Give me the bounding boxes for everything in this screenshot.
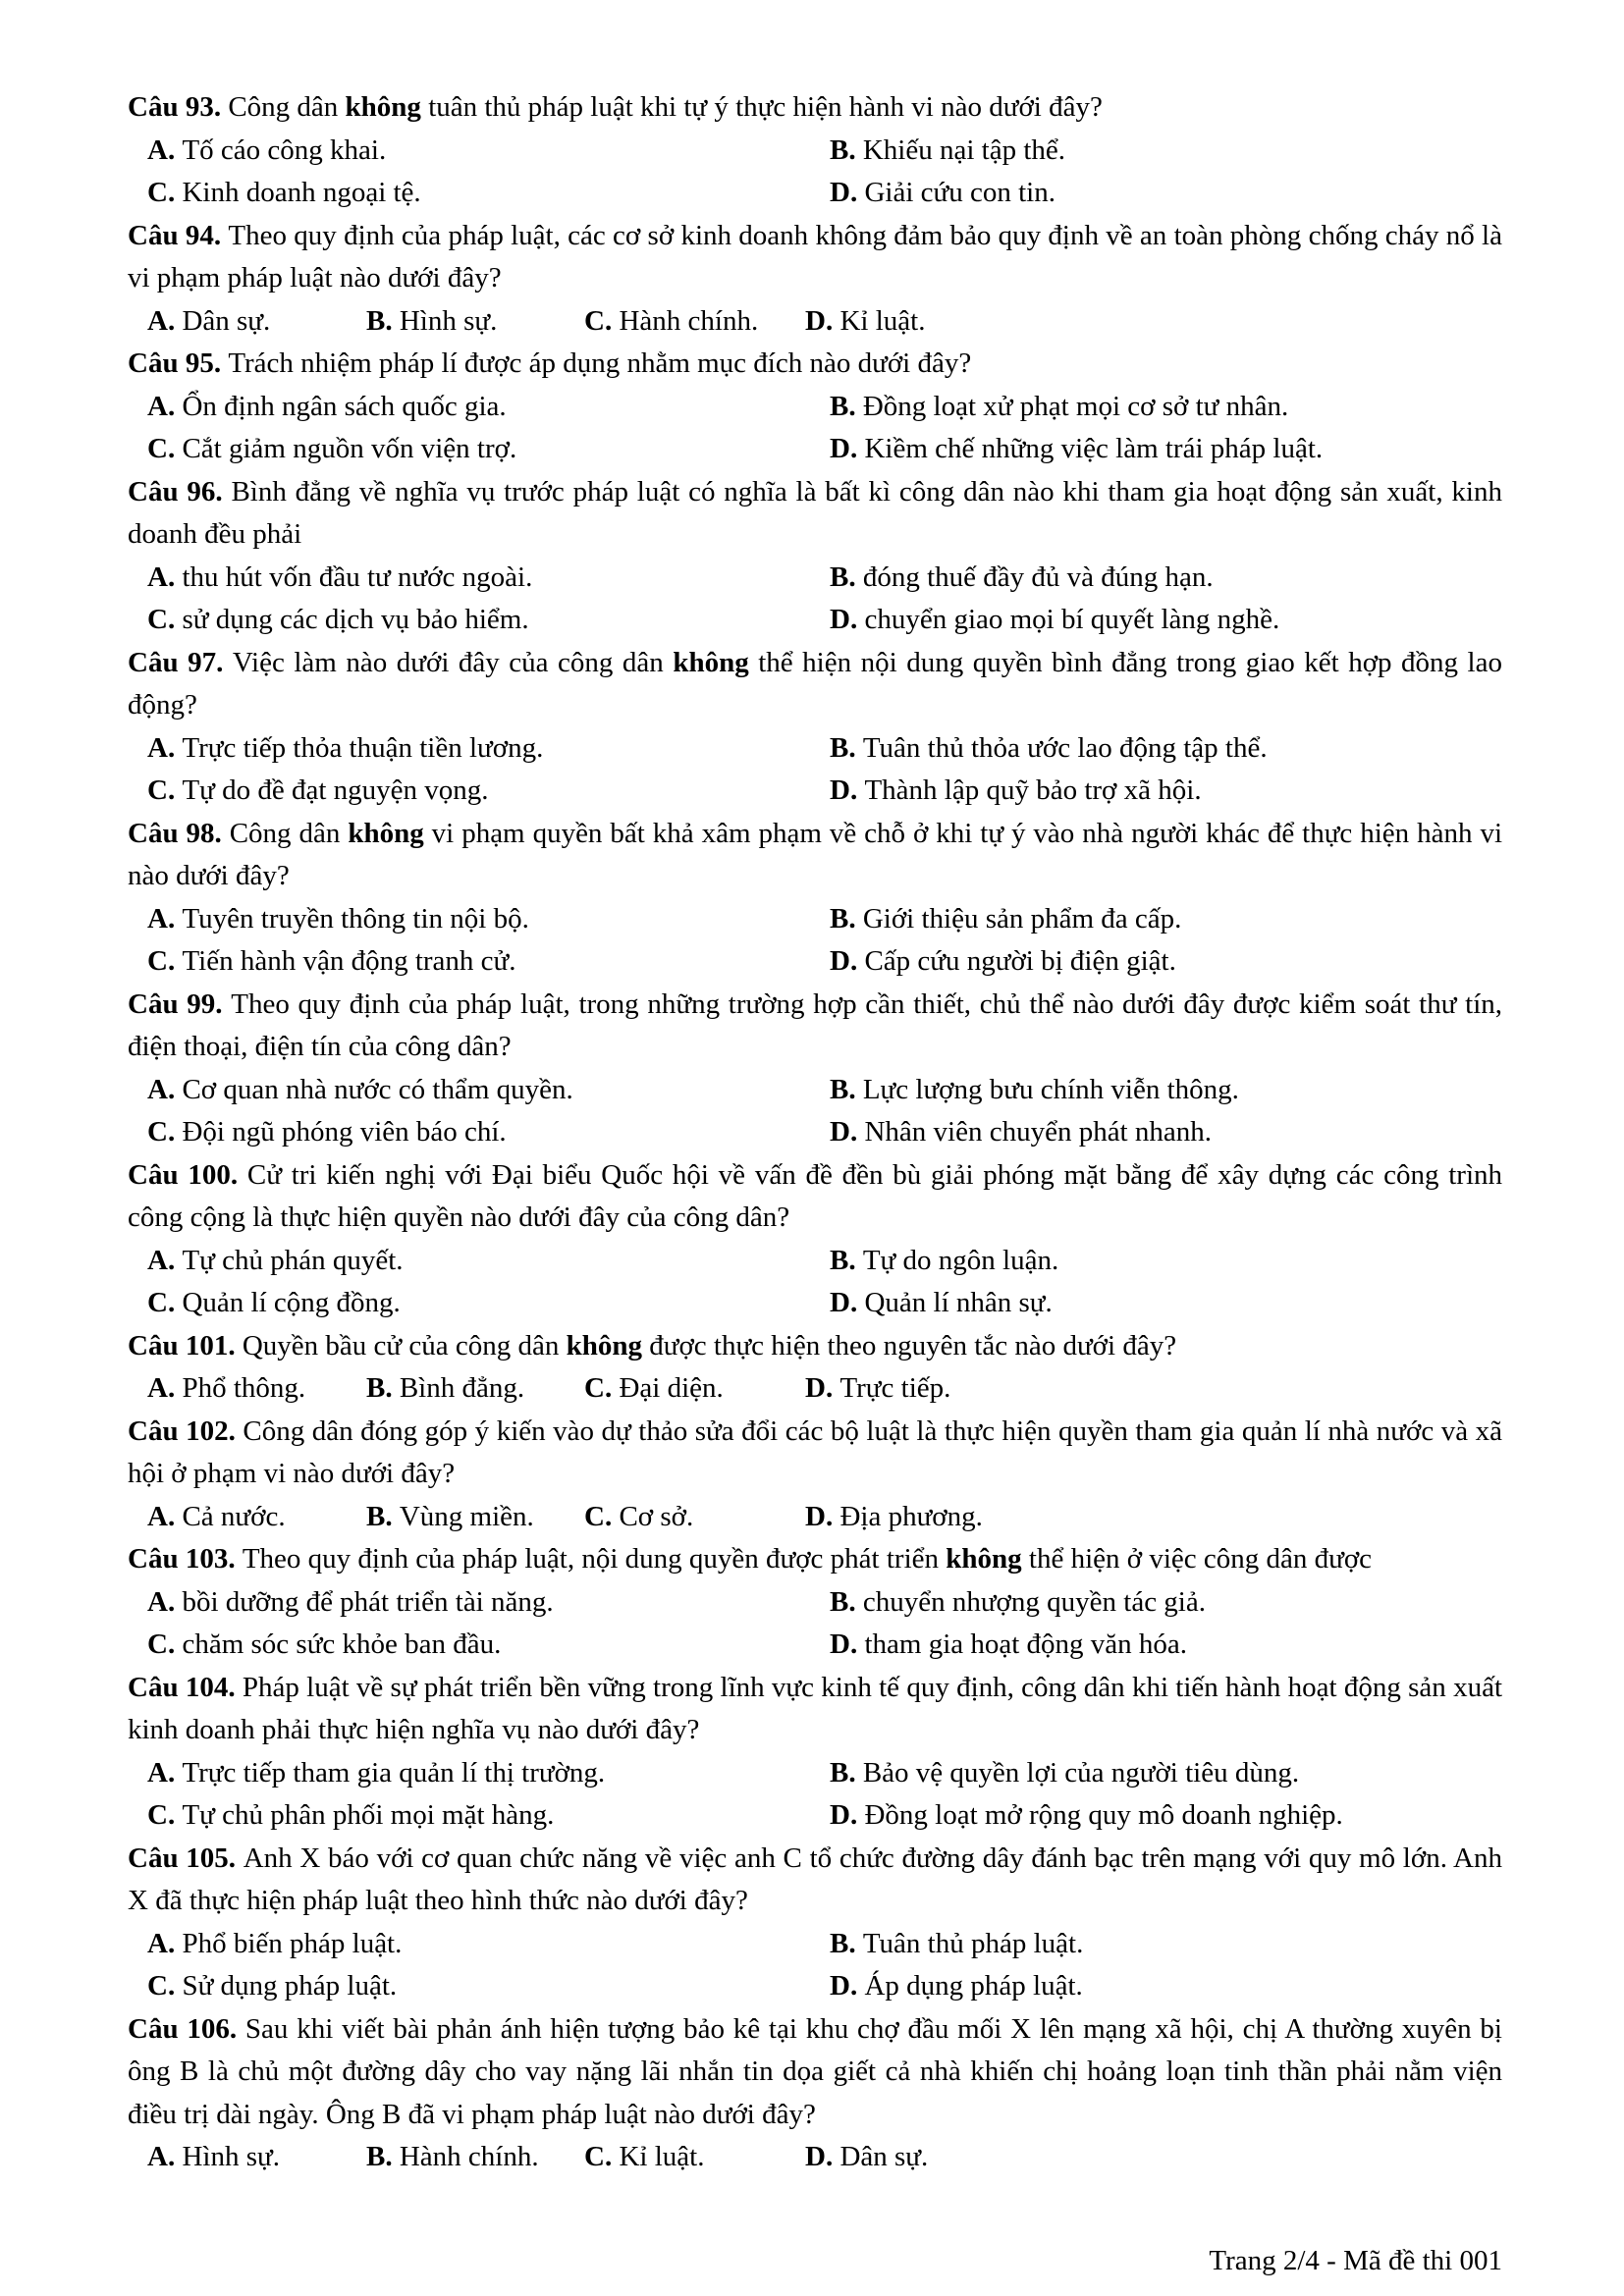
question	[128, 1154, 1502, 1325]
option	[830, 1282, 1502, 1325]
option	[147, 898, 830, 941]
option-grid	[128, 2136, 1502, 2179]
option-text: Kinh doanh ngoại tệ.	[182, 177, 421, 208]
question-text: Câu 98. Công dân không vi phạm quyền bất khả xâm phạm về chỗ ở khi tự ý vào nhà người khác để thực hiện hành vi nào dưới đây?	[128, 817, 1502, 891]
option-text: Tự do đề đạt nguyện vọng.	[182, 774, 489, 806]
option-letter: C.	[147, 1116, 183, 1148]
option-letter: B.	[830, 1244, 863, 1276]
option-letter: D.	[830, 1116, 865, 1148]
option-text: Hành chính.	[619, 304, 759, 337]
option-letter: A.	[147, 1073, 183, 1105]
option-letter: A.	[147, 2141, 183, 2172]
option-text: Tiến hành vận động tranh cử.	[182, 945, 516, 977]
option-text: Sử dụng pháp luật.	[182, 1970, 398, 2002]
option-text: thu hút vốn đầu tư nước ngoài.	[182, 561, 533, 593]
option-text: Đội ngũ phóng viên báo chí.	[182, 1116, 507, 1148]
question	[128, 1667, 1502, 1838]
option-letter: A.	[147, 1756, 183, 1789]
question	[128, 471, 1502, 642]
question-number: Câu 104.	[128, 1671, 243, 1703]
option-text: bồi dưỡng để phát triển tài năng.	[182, 1585, 554, 1618]
option	[830, 1965, 1502, 2008]
question-number: Câu 95.	[128, 347, 229, 379]
option	[805, 1496, 1502, 1539]
question	[128, 984, 1502, 1154]
option-letter: A.	[147, 1244, 183, 1276]
question-number: Câu 101.	[128, 1329, 243, 1362]
option-text: Phổ thông.	[182, 1372, 306, 1404]
option-letter: C.	[147, 177, 183, 208]
option-text: Tuyên truyền thông tin nội bộ.	[182, 902, 529, 934]
option	[147, 770, 830, 813]
option-letter: B.	[830, 1927, 863, 1959]
question-text: Câu 99. Theo quy định của pháp luật, trong những trường hợp cần thiết, chủ thể nào dưới đây được kiểm soát thư tín, điện thoại, điện tín của công dân?	[128, 988, 1502, 1062]
option-text: Tố cáo công khai.	[182, 133, 387, 166]
option-text: Ổn định ngân sách quốc gia.	[182, 390, 507, 422]
question	[128, 813, 1502, 984]
option-text: Kỉ luật.	[619, 2141, 705, 2172]
option-grid	[128, 1367, 1502, 1411]
option	[584, 1367, 805, 1411]
questions-list	[128, 86, 1502, 2179]
option-text: Đồng loạt xử phạt mọi cơ sở tư nhân.	[862, 390, 1289, 422]
option-letter: D.	[805, 304, 840, 337]
option-text: Kỉ luật.	[839, 304, 926, 337]
option	[147, 2136, 366, 2179]
option-letter: C.	[584, 1500, 620, 1532]
option-letter: B.	[830, 133, 863, 166]
option-text: Dân sự.	[182, 304, 271, 337]
option-text: Quản lí cộng đồng.	[182, 1287, 401, 1318]
option-letter: A.	[147, 1500, 183, 1532]
option-text: Giải cứu con tin.	[864, 177, 1056, 208]
option-text: Địa phương.	[839, 1500, 983, 1532]
option-text: Dân sự.	[839, 2141, 929, 2172]
question-text: Câu 100. Cử tri kiến nghị với Đại biểu Quốc hội về vấn đề đền bù giải phóng mặt bằng để xây dựng các công trình công cộng là thực hiện quyền nào dưới đây của công dân?	[128, 1158, 1503, 1233]
option-text: Trực tiếp.	[839, 1372, 951, 1404]
option	[830, 898, 1502, 941]
question-text: Câu 105. Anh X báo với cơ quan chức năng về việc anh C tổ chức đường dây đánh bạc trên mạng với quy mô lớn. Anh X đã thực hiện pháp luật theo hình thức nào dưới đây?	[128, 1842, 1502, 1916]
question	[128, 1325, 1502, 1411]
question-text: Câu 103. Theo quy định của pháp luật, nội dung quyền được phát triển không thể hiện ở việc công dân được	[128, 1543, 1373, 1575]
option-letter: C.	[147, 1287, 183, 1318]
option-text: Áp dụng pháp luật.	[864, 1970, 1083, 2002]
question-number: Câu 96.	[128, 475, 232, 507]
option	[147, 172, 830, 215]
option	[830, 1111, 1502, 1154]
option	[147, 557, 830, 600]
option-letter: C.	[584, 2141, 620, 2172]
option	[805, 2136, 1502, 2179]
question	[128, 642, 1502, 813]
option-letter: C.	[584, 304, 620, 337]
option-letter: C.	[147, 1799, 183, 1831]
option-letter: D.	[830, 177, 865, 208]
question	[128, 1538, 1502, 1667]
question-number: Câu 103.	[128, 1543, 243, 1575]
question-number: Câu 94.	[128, 219, 229, 251]
option	[830, 770, 1502, 813]
option-letter: C.	[147, 945, 183, 977]
option	[830, 428, 1502, 471]
option	[830, 940, 1502, 984]
option-text: Cơ quan nhà nước có thẩm quyền.	[182, 1073, 573, 1105]
question	[128, 1838, 1502, 2008]
option-text: Trực tiếp thỏa thuận tiền lương.	[182, 731, 544, 764]
option-text: Đồng loạt mở rộng quy mô doanh nghiệp.	[864, 1799, 1343, 1831]
option-text: Cắt giảm nguồn vốn viện trợ.	[182, 433, 517, 464]
option	[147, 1752, 830, 1795]
option-letter: B.	[830, 1756, 863, 1789]
option	[147, 1794, 830, 1838]
option-letter: C.	[584, 1372, 620, 1404]
option-letter: D.	[805, 1500, 840, 1532]
question-text: Câu 96. Bình đẳng về nghĩa vụ trước pháp luật có nghĩa là bất kì công dân nào khi tham gia hoạt động sản xuất, kinh doanh đều phải	[128, 475, 1502, 550]
option-text: Vùng miền.	[399, 1500, 534, 1532]
option	[147, 386, 830, 429]
option-text: tham gia hoạt động văn hóa.	[864, 1629, 1188, 1660]
option-grid	[128, 1240, 1502, 1325]
option-grid	[128, 557, 1502, 642]
page-footer: Trang 2/4 - Mã đề thi 001	[1209, 2245, 1502, 2276]
question-text: Câu 95. Trách nhiệm pháp lí được áp dụng nhằm mục đích nào dưới đây?	[128, 347, 972, 379]
option-text: Cả nước.	[182, 1500, 286, 1532]
option	[830, 130, 1502, 173]
option-letter: B.	[366, 2141, 400, 2172]
option-letter: B.	[366, 304, 400, 337]
question-text: Câu 93. Công dân không tuân thủ pháp luật khi tự ý thực hiện hành vi nào dưới đây?	[128, 91, 1103, 123]
option	[830, 1923, 1502, 1966]
option-grid	[128, 130, 1502, 215]
option-text: Hành chính.	[399, 2141, 539, 2172]
option-letter: A.	[147, 1927, 183, 1959]
question-number: Câu 97.	[128, 646, 233, 678]
question-text: Câu 102. Công dân đóng góp ý kiến vào dự thảo sửa đổi các bộ luật là thực hiện quyền tham gia quản lí nhà nước và xã hội ở phạm vi nào dưới đây?	[128, 1415, 1502, 1489]
option-letter: D.	[830, 774, 865, 806]
option-text: Hình sự.	[182, 2141, 280, 2172]
option-letter: D.	[830, 1629, 865, 1660]
option	[830, 727, 1502, 771]
option-text: Đại diện.	[619, 1372, 724, 1404]
option-letter: D.	[830, 1970, 865, 2002]
option	[830, 557, 1502, 600]
option-letter: D.	[805, 1372, 840, 1404]
option	[366, 1496, 584, 1539]
question-number: Câu 105.	[128, 1842, 244, 1874]
option-text: Lực lượng bưu chính viễn thông.	[862, 1073, 1239, 1105]
option-text: sử dụng các dịch vụ bảo hiểm.	[182, 604, 529, 635]
option-grid	[128, 1923, 1502, 2008]
option-text: đóng thuế đầy đủ và đúng hạn.	[862, 561, 1214, 593]
option	[830, 1794, 1502, 1838]
option	[366, 2136, 584, 2179]
option	[147, 1069, 830, 1112]
question-number: Câu 99.	[128, 988, 232, 1020]
option-letter: D.	[830, 1287, 865, 1318]
question-text: Câu 104. Pháp luật về sự phát triển bền vững trong lĩnh vực kinh tế quy định, công dân khi tiến hành hoạt động sản xuất kinh doanh phải thực hiện nghĩa vụ nào dưới đây?	[128, 1671, 1503, 1745]
option	[830, 1624, 1502, 1667]
option-text: Tuân thủ thỏa ước lao động tập thể.	[862, 731, 1268, 764]
option	[830, 1581, 1502, 1625]
option-text: Phổ biến pháp luật.	[182, 1927, 403, 1959]
option-text: Bình đẳng.	[399, 1372, 525, 1404]
option-text: Tự chủ phán quyết.	[182, 1244, 404, 1276]
question-number: Câu 98.	[128, 817, 230, 849]
option-text: Thành lập quỹ bảo trợ xã hội.	[864, 774, 1202, 806]
option-grid	[128, 898, 1502, 984]
exam-page	[128, 86, 1502, 2179]
option-text: Quản lí nhân sự.	[864, 1287, 1053, 1318]
option-letter: B.	[830, 731, 863, 764]
option-grid	[128, 1752, 1502, 1838]
option-letter: C.	[147, 433, 183, 464]
option	[147, 599, 830, 642]
option	[147, 1282, 830, 1325]
option-text: Cơ sở.	[619, 1500, 694, 1532]
option-letter: B.	[366, 1500, 400, 1532]
option-letter: A.	[147, 1372, 183, 1404]
option	[147, 727, 830, 771]
option-letter: D.	[830, 433, 865, 464]
option	[366, 300, 584, 344]
option	[147, 1624, 830, 1667]
option-grid	[128, 300, 1502, 344]
question-number: Câu 93.	[128, 91, 229, 123]
option-letter: A.	[147, 304, 183, 337]
option-text: Bảo vệ quyền lợi của người tiêu dùng.	[862, 1756, 1300, 1789]
option-grid	[128, 1069, 1502, 1154]
option-grid	[128, 386, 1502, 471]
question-number: Câu 106.	[128, 2012, 245, 2045]
option	[147, 1496, 366, 1539]
option	[147, 1581, 830, 1625]
option	[830, 386, 1502, 429]
option-grid	[128, 727, 1502, 813]
option	[147, 1923, 830, 1966]
option	[830, 172, 1502, 215]
option-letter: C.	[147, 1970, 183, 2002]
option-letter: B.	[366, 1372, 400, 1404]
option	[830, 1069, 1502, 1112]
question	[128, 86, 1502, 215]
option-letter: B.	[830, 1585, 863, 1618]
option-letter: A.	[147, 902, 183, 934]
option-text: chăm sóc sức khỏe ban đầu.	[182, 1629, 502, 1660]
option-text: Tuân thủ pháp luật.	[862, 1927, 1084, 1959]
option-text: Nhân viên chuyển phát nhanh.	[864, 1116, 1212, 1148]
option	[147, 940, 830, 984]
option-letter: B.	[830, 390, 863, 422]
option	[830, 1240, 1502, 1283]
question-text: Câu 97. Việc làm nào dưới đây của công dân không thể hiện nội dung quyền bình đẳng trong giao kết hợp đồng lao động?	[128, 646, 1502, 721]
question-number: Câu 102.	[128, 1415, 244, 1447]
option-letter: C.	[147, 1629, 183, 1660]
option	[805, 1367, 1502, 1411]
option-grid	[128, 1581, 1502, 1667]
question	[128, 1411, 1502, 1539]
option-letter: B.	[830, 561, 863, 593]
option-text: Giới thiệu sản phẩm đa cấp.	[862, 902, 1182, 934]
option	[147, 1965, 830, 2008]
option	[584, 1496, 805, 1539]
option-text: Kiềm chế những việc làm trái pháp luật.	[864, 433, 1324, 464]
option-letter: B.	[830, 1073, 863, 1105]
option	[147, 1111, 830, 1154]
question	[128, 343, 1502, 471]
option-text: chuyển nhượng quyền tác giả.	[862, 1585, 1206, 1618]
option-text: Tự chủ phân phối mọi mặt hàng.	[182, 1799, 555, 1831]
question-text: Câu 101. Quyền bầu cử của công dân không được thực hiện theo nguyên tắc nào dưới đây?	[128, 1329, 1177, 1362]
option-text: Hình sự.	[399, 304, 498, 337]
option-text: Khiếu nại tập thể.	[862, 133, 1066, 166]
question-number: Câu 100.	[128, 1158, 247, 1191]
question-text: Câu 94. Theo quy định của pháp luật, các cơ sở kinh doanh không đảm bảo quy định về an toàn phòng chống cháy nổ là vi phạm pháp luật nào dưới đây?	[128, 219, 1502, 294]
option-letter: A.	[147, 561, 183, 593]
option-letter: B.	[830, 902, 863, 934]
option-letter: D.	[830, 945, 865, 977]
option	[830, 1752, 1502, 1795]
option-letter: A.	[147, 731, 183, 764]
option	[584, 2136, 805, 2179]
option-text: Tự do ngôn luận.	[862, 1244, 1059, 1276]
option-text: Trực tiếp tham gia quản lí thị trường.	[182, 1756, 606, 1789]
option-letter: A.	[147, 133, 183, 166]
option	[366, 1367, 584, 1411]
option-letter: C.	[147, 604, 183, 635]
question	[128, 2008, 1502, 2179]
option-text: Cấp cứu người bị điện giật.	[864, 945, 1176, 977]
option	[805, 300, 1502, 344]
option-letter: C.	[147, 774, 183, 806]
option-letter: D.	[805, 2141, 840, 2172]
option-text: chuyển giao mọi bí quyết làng nghề.	[864, 604, 1280, 635]
question	[128, 215, 1502, 344]
option	[584, 300, 805, 344]
option	[830, 599, 1502, 642]
option-grid	[128, 1496, 1502, 1539]
option	[147, 1240, 830, 1283]
option-letter: A.	[147, 390, 183, 422]
option	[147, 428, 830, 471]
option-letter: A.	[147, 1585, 183, 1618]
option	[147, 1367, 366, 1411]
option-letter: D.	[830, 1799, 865, 1831]
option	[147, 130, 830, 173]
option	[147, 300, 366, 344]
question-text: Câu 106. Sau khi viết bài phản ánh hiện tượng bảo kê tại khu chợ đầu mối X lên mạng xã hội, chị A thường xuyên bị ông B là chủ một đường dây cho vay nặng lãi nhắn tin dọa giết cả nhà khiến chị hoảng loạn tinh thần phải nằm viện điều trị dài ngày. Ông B đã vi phạm pháp luật nào dưới đây?	[128, 2012, 1502, 2130]
option-letter: D.	[830, 604, 865, 635]
